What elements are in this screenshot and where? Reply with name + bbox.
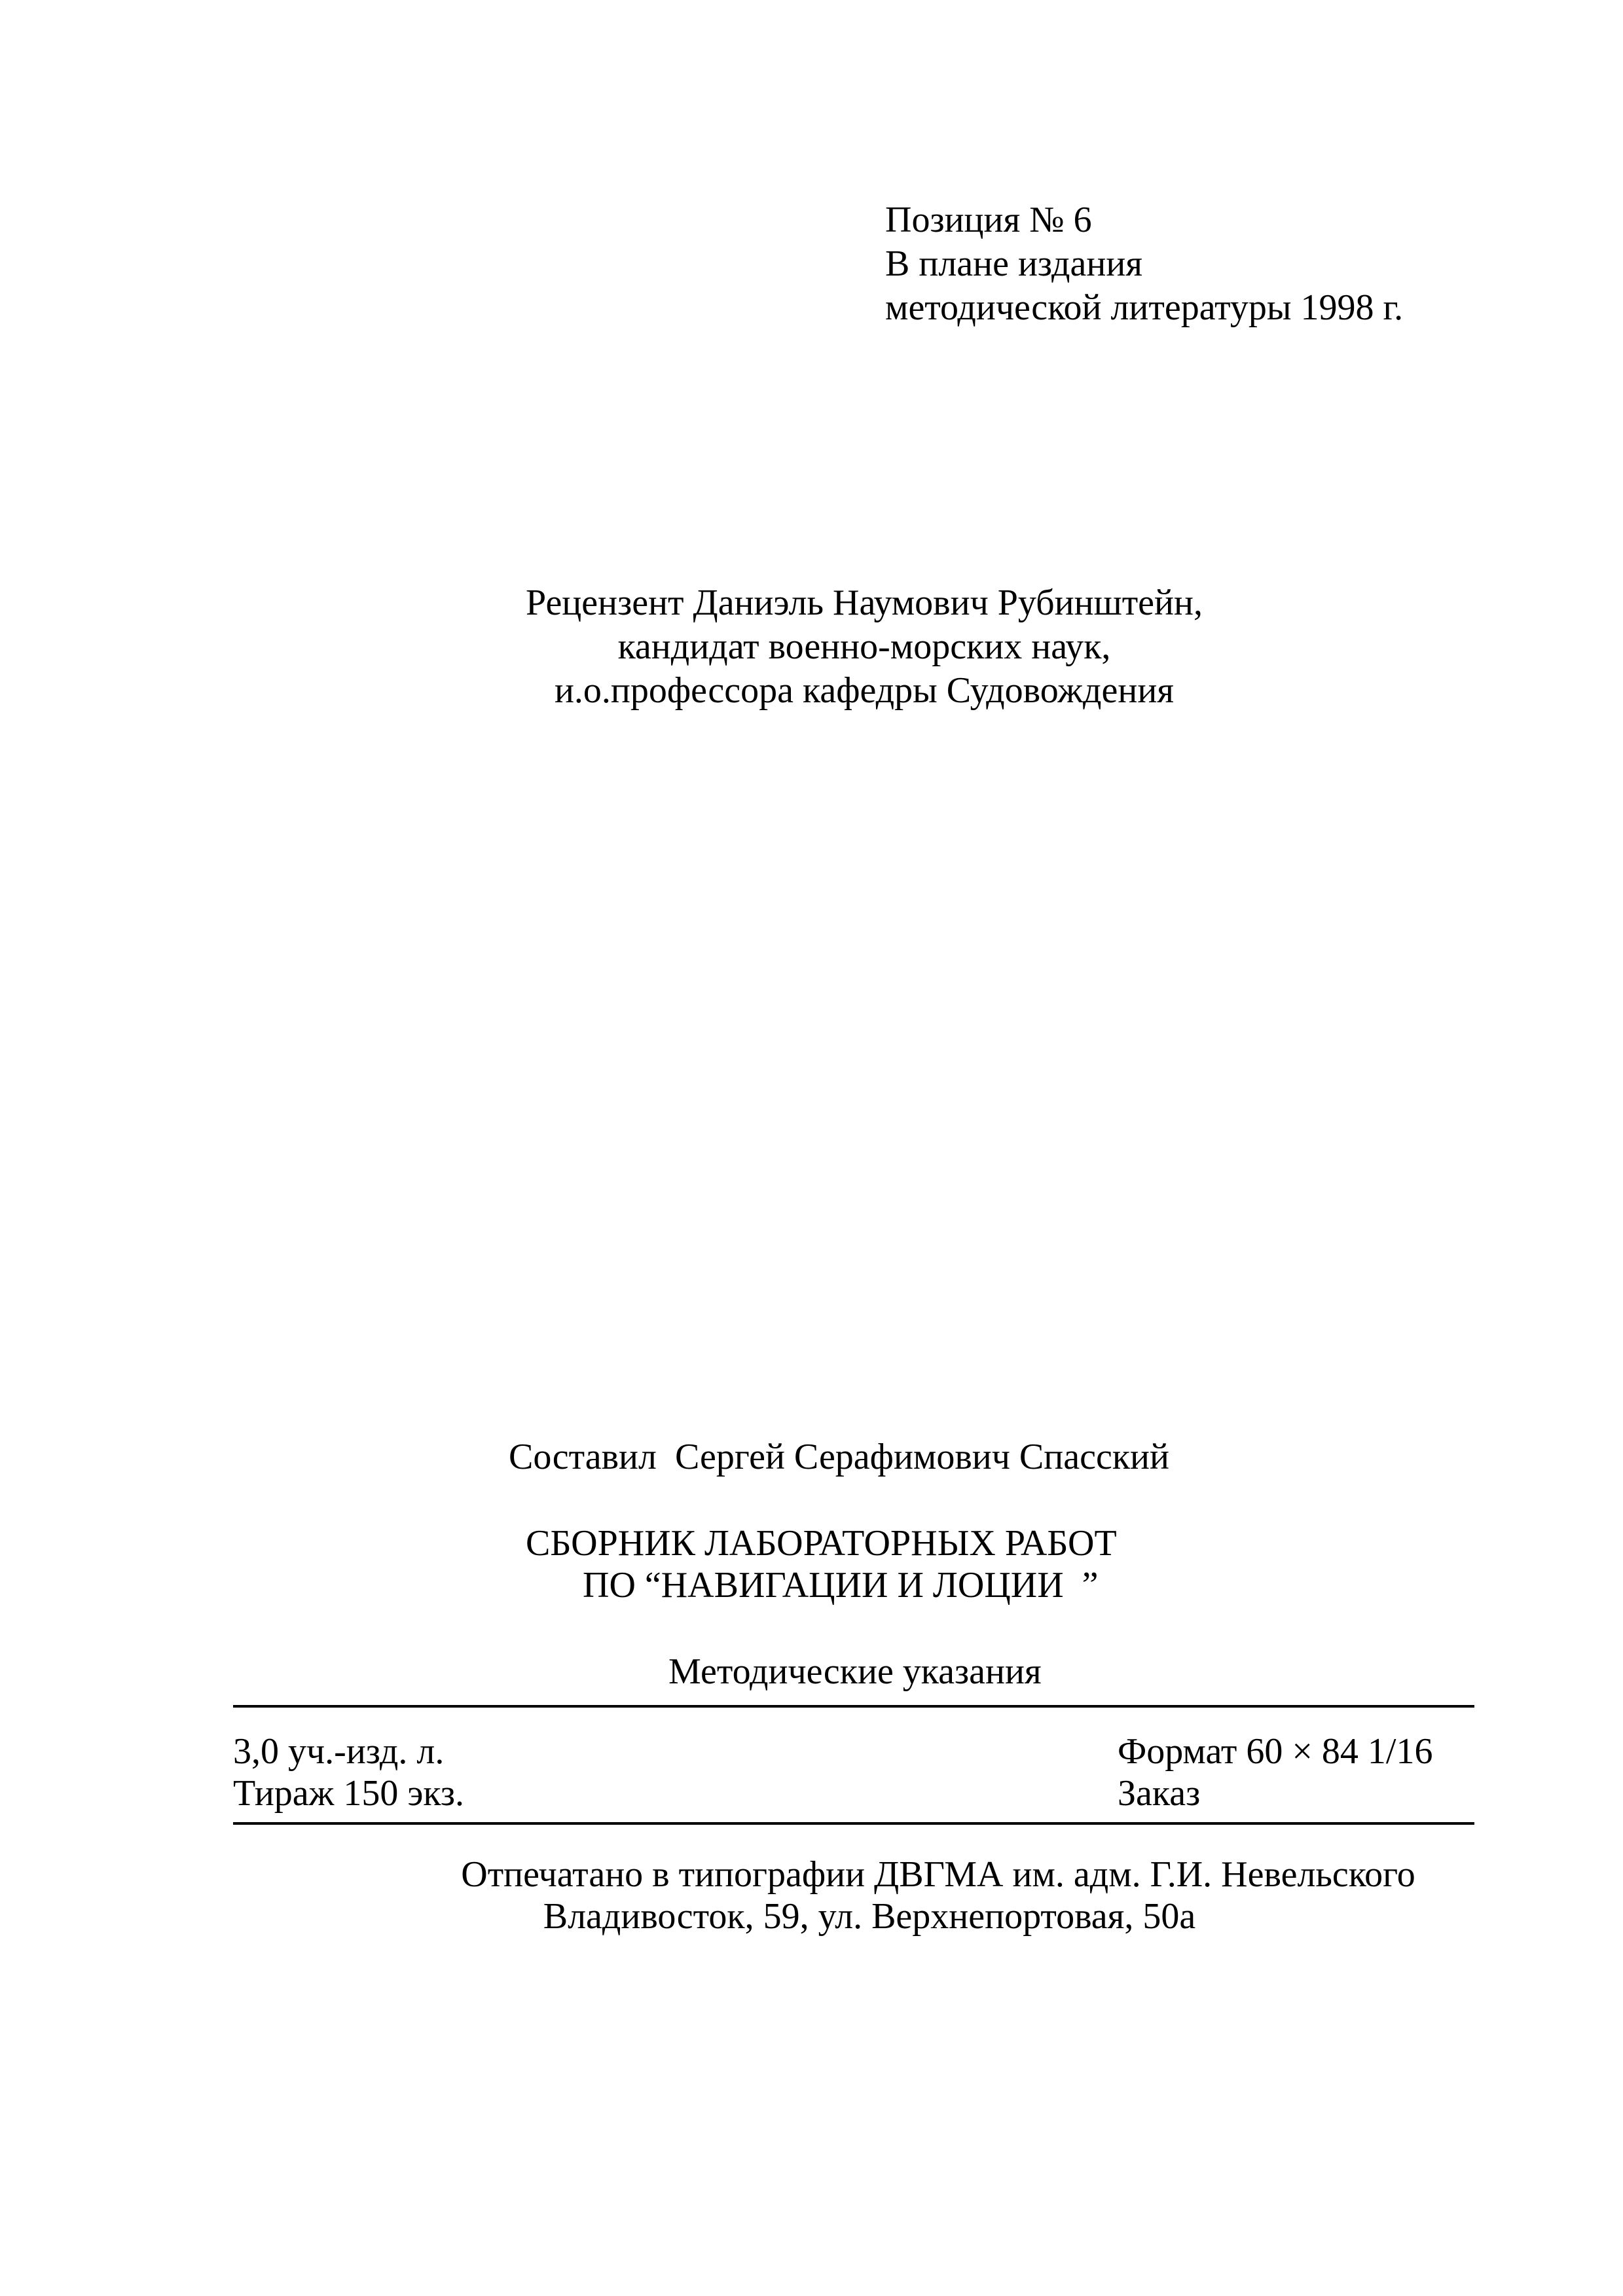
reviewer-line-2: кандидат военно-морских наук, bbox=[617, 626, 1111, 667]
imprint-top-rule bbox=[233, 1705, 1474, 1708]
plan-line: В плане издания bbox=[885, 243, 1143, 284]
imprint-volume: 3,0 уч.-изд. л. bbox=[233, 1731, 445, 1772]
reviewer-line-3: и.о.профессора кафедры Судовождения bbox=[554, 670, 1175, 711]
compiler-line: Составил Сергей Серафимович Спасский bbox=[509, 1437, 1169, 1477]
printer-line-2: Владивосток, 59, ул. Верхнепортовая, 50а bbox=[543, 1896, 1196, 1937]
reviewer-line-1: Рецензент Даниэль Наумович Рубинштейн, bbox=[526, 583, 1203, 623]
imprint-order: Заказ bbox=[1118, 1773, 1201, 1814]
imprint-bottom-rule bbox=[233, 1822, 1474, 1825]
title-line-2: ПО “НАВИГАЦИИ И ЛОЦИИ ” bbox=[583, 1565, 1099, 1605]
printer-line-1: Отпечатано в типографии ДВГМА им. адм. Г.И. Невельского bbox=[461, 1854, 1415, 1895]
imprint-format: Формат 60 × 84 1/16 bbox=[1118, 1731, 1433, 1772]
title-line-1: СБОРНИК ЛАБОРАТОРНЫХ РАБОТ bbox=[526, 1523, 1117, 1564]
plan-literature-line: методической литературы 1998 г. bbox=[885, 287, 1404, 328]
document-subtitle: Методические указания bbox=[668, 1651, 1042, 1692]
plan-position: Позиция № 6 bbox=[885, 200, 1092, 240]
imprint-print-run: Тираж 150 экз. bbox=[233, 1773, 464, 1814]
